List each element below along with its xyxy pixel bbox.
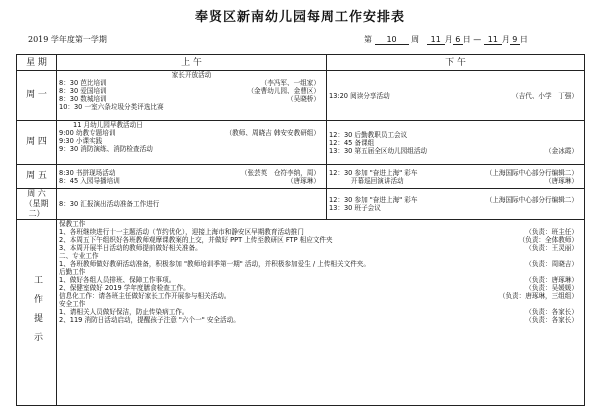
- am-entry: 8：30 芭比培训 （李冯军、一组家）: [59, 79, 320, 87]
- end-day-char: 日: [519, 35, 528, 44]
- am-entry: 8：30 汇报演出活动准备工作进行: [59, 200, 160, 208]
- end-month: 11: [484, 35, 502, 45]
- work-line: 3、本周开展半日活动的教师提前做好相关准备。 （负责：王灵丽）: [59, 244, 578, 252]
- am-cell: [57, 165, 327, 189]
- pm-cell: [327, 189, 585, 220]
- am-entry: 11 月幼儿园早教活动日: [73, 121, 143, 129]
- am-entry: 8：30 数城培训 （吴晓桥）: [59, 95, 320, 103]
- work-line: 二、专业工作: [59, 252, 99, 260]
- am-entry: 8:30 书拼现场活动 （张芸英 仓符李纳，周）: [59, 168, 320, 177]
- pm-entry: 12：30 参加 "奋进上海" 彩车 （上海国际中心部分行编辑二）: [329, 196, 578, 204]
- start-month: 11: [427, 35, 445, 45]
- schedule-row: [17, 189, 585, 220]
- page-title: 奉贤区新南幼儿园每周工作安排表: [194, 10, 405, 25]
- schedule-row: [17, 71, 585, 121]
- am-entry: 9:00 幼教专题培训 （教师、周晓吉 韩安安教研组）: [59, 129, 320, 137]
- term-label: 2019 学年度第一学期: [28, 35, 107, 44]
- work-line: 保教工作: [59, 220, 86, 228]
- pm-cell: [327, 71, 585, 121]
- am-entry: 9:30 小课实践: [59, 137, 103, 145]
- work-line: 2、本周五下午组织好各班教师观摩课教案的上交，并做好 PPT 上传至教研区 FTP 相应文件夹 （负责：全体教师）: [59, 236, 578, 244]
- work-cell: [57, 220, 585, 406]
- pm-entry: 13:20 阅读分享活动 （吉代、小学 丁强）: [329, 91, 578, 100]
- week-number: 10: [375, 35, 409, 45]
- start-month-char: 月: [444, 35, 453, 44]
- work-line: 安全工作: [59, 300, 86, 308]
- work-label-cell: [17, 220, 57, 406]
- pm-entry: 12：45 备课组: [329, 138, 375, 147]
- pm-entry: 13：30 班子会议: [329, 204, 381, 212]
- am-entry: 9：30 消防演练、消防检查活动: [59, 145, 153, 153]
- range-dash: —: [473, 35, 482, 44]
- work-line: 信息化工作：请各班主任做好家长工作开展参与相关活动。 （负责：唐琢琳，三组组）: [59, 292, 578, 300]
- work-label: 工作提示: [32, 274, 42, 351]
- week-prefix: 第: [364, 35, 372, 44]
- am-cell: [57, 71, 327, 121]
- pm-cell: [327, 121, 585, 165]
- am-cell: [57, 189, 327, 220]
- work-row: [17, 220, 585, 406]
- pm-cell: [327, 165, 585, 189]
- work-line: 1、各班教师做好教研活动准备，积极参加 "教师培训季第一期" 活动，并积极参加爱生 / 上传相关文件夹。 （负责：周晓吉）: [59, 260, 578, 268]
- start-day: 6: [453, 35, 463, 45]
- header-day: 星 期: [17, 55, 57, 71]
- schedule-row: [17, 121, 585, 165]
- end-month-char: 月: [501, 35, 510, 44]
- week-suffix: 周: [411, 35, 420, 44]
- header-am: 上 午: [57, 55, 327, 71]
- week-range: [364, 34, 528, 45]
- header-pm: 下 午: [327, 55, 585, 71]
- header-row: [17, 55, 585, 71]
- day-cell: 周 一: [17, 71, 57, 121]
- am-entry: 家长开放活动: [171, 71, 212, 79]
- day-cell: 周 四: [17, 121, 57, 165]
- pm-entry: 12：30 后勤教职员工会议: [329, 130, 408, 139]
- pm-entry: 12：30 参加 "奋进上海" 彩车 （上海国际中心部分行编辑二）: [329, 168, 578, 177]
- work-line: 2、119 消防日活动启动，提醒孩子注意 "六个一" 安全活动。 （负责：各家长）: [59, 316, 578, 324]
- am-entry: 8：45 入园导播培训 （唐琢琳）: [59, 176, 320, 185]
- schedule-row: [17, 165, 585, 189]
- work-line: 1、请相关人员做好保洁，防止传染病工作。 （负责：各家长）: [59, 308, 578, 316]
- work-line: 2、保健室做好 2019 学年度膳食检查工作。 （负责：吴媛媛）: [59, 284, 578, 292]
- start-day-char: 日: [462, 35, 471, 44]
- pm-entry: 开幕巡回演讲活动 （唐琢琳）: [329, 176, 578, 185]
- day-cell: 周 五: [17, 165, 57, 189]
- pm-entry: 13：30 第五届全区幼儿园组活动 （金冰霞）: [329, 146, 578, 155]
- am-entry: 8：30 爱国培训 （金曹幼儿园、金曹区）: [59, 87, 320, 95]
- schedule-table: [16, 54, 585, 406]
- am-cell: [57, 121, 327, 165]
- work-line: 后勤工作: [59, 268, 86, 276]
- work-line: 1、做好各组人员排班、保障工作事项。 （负责：唐琢琳）: [59, 276, 578, 284]
- am-entry: 10：30 一室六条垃圾分类评选比赛: [59, 103, 164, 111]
- end-day: 9: [510, 35, 520, 45]
- work-line: 1、各班继续进行十一主题活动（节约优化），迎接上海市和静安区早期教育活动推门 （负责：班主任）: [59, 228, 578, 236]
- day-cell: 周 六 （星期二）: [17, 189, 57, 220]
